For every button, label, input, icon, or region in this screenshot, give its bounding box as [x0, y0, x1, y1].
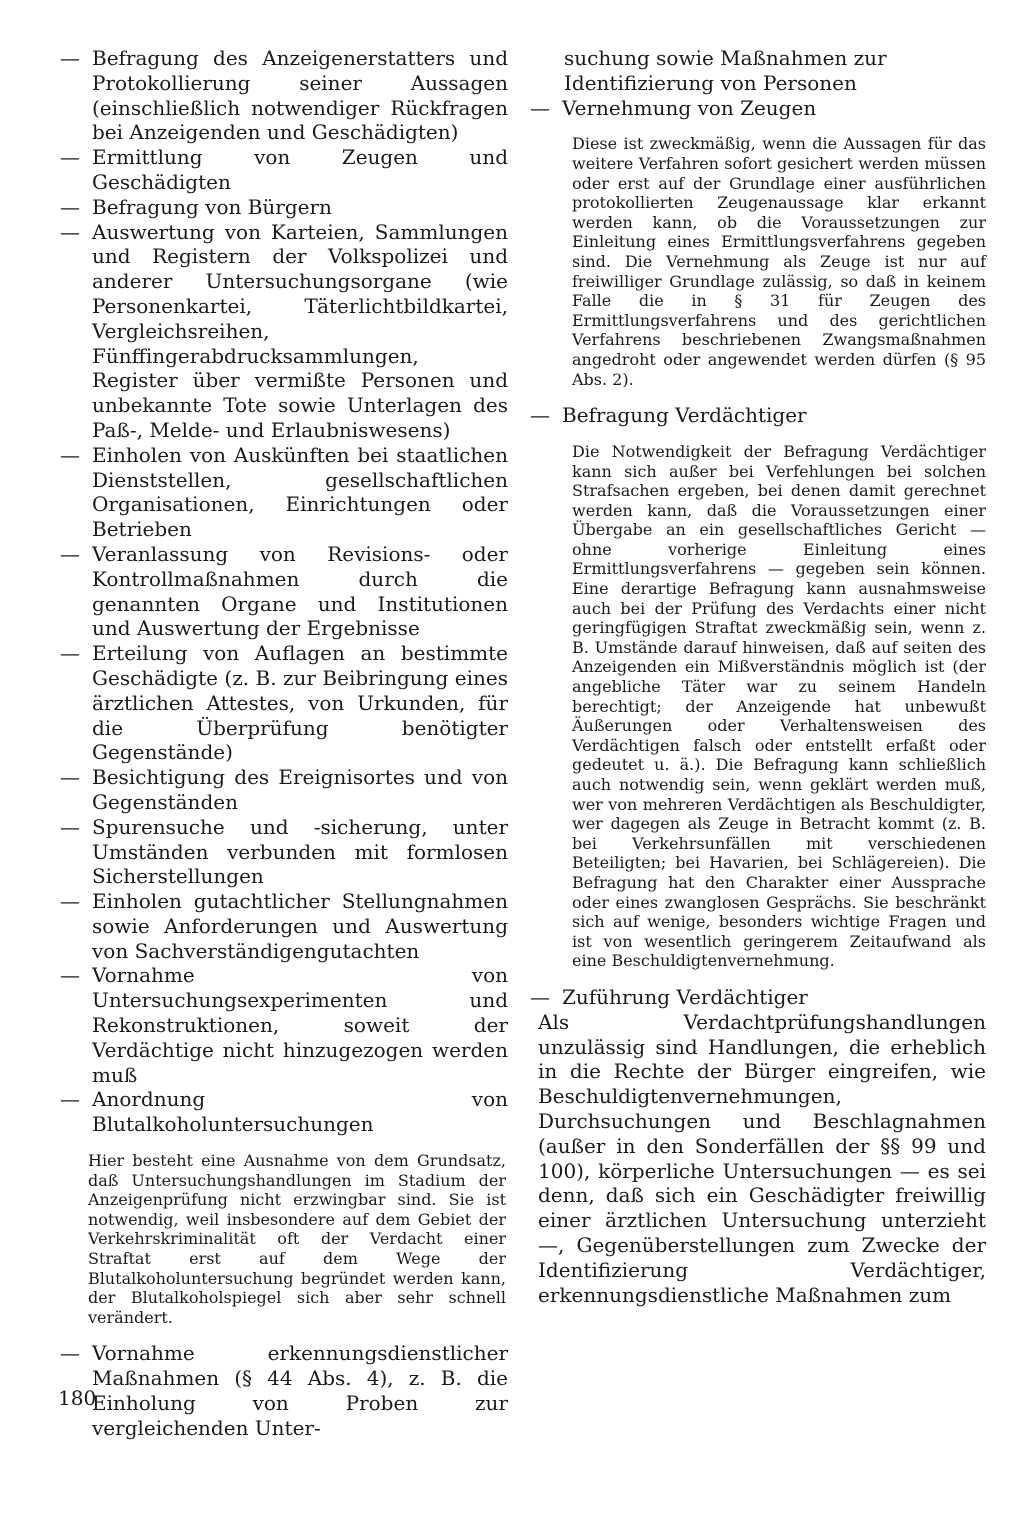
- list-item: [58, 815, 508, 889]
- list-item-text: Besichtigung des Ereignisortes und von Gegenständen: [92, 765, 508, 814]
- list-item: [58, 46, 508, 145]
- list-item: [58, 145, 508, 195]
- list-item: [58, 195, 508, 220]
- dash-marker: —: [530, 95, 550, 120]
- dash-marker: —: [60, 219, 80, 244]
- list-item-text: Erteilung von Auflagen an bestimmte Geschädigte (z. B. zur Beibringung eines ärztlichen Attestes, von Urkunden, für die Überprüfung benötigter Gegenstände): [92, 641, 508, 765]
- list-item: [528, 985, 986, 1010]
- list-item: [58, 1341, 508, 1440]
- list-item: [58, 542, 508, 641]
- dash-marker: —: [60, 194, 80, 219]
- list-item-text: Zuführung Verdächtiger: [562, 984, 808, 1009]
- note-suspect-questioning: Die Notwendigkeit der Befragung Verdächtiger kann sich außer bei Verfehlungen bei solchen Strafsachen ergeben, bei denen damit gerechnet werden kann, daß die Voraussetzungen einer Übergabe an ein gesellschaftliches Gericht — ohne vorherige Einleitung eines Ermittlungsverfahrens — gegeben sein können. Eine derartige Befragung kann ausnahmsweise auch bei der Prüfung des Verdachts einer nicht geringfügigen Straftat zweckmäßig sein, wenn z. B. Umstände darauf hinweisen, daß auf seiten des Anzeigenden ein Mißverständnis möglich ist (der angebliche Täter war zu seinem Handeln berechtigt; der Anzeigende hat unbewußt Äußerungen oder Verhaltensweisen des Verdächtigen falsch oder entstellt erfaßt oder gedeutet u. ä.). Die Befragung kann schließlich auch notwendig sein, wenn geklärt werden muß, wer von mehreren Verdächtigen als Beschuldigter, wer dagegen als Zeuge in Betracht kommt (z. B. bei Verkehrsunfällen mit verschiedenen Beteiligten; bei Havarien, bei Schlägereien). Die Befragung hat den Charakter einer Aussprache oder eines zwanglosen Gesprächs. Sie beschränkt sich auf wenige, besonders wichtige Fragen und ist von wesentlich geringerem Zeitaufwand als eine Beschuldigtenvernehmung.: [572, 441, 986, 971]
- list-item-text: Vernehmung von Zeugen: [562, 95, 817, 120]
- list-item: [58, 443, 508, 542]
- dash-marker: —: [60, 46, 80, 70]
- list-item-text: Anordnung von Blutalkoholuntersuchungen: [92, 1087, 508, 1137]
- list-item-text: Ermittlung von Zeugen und Geschädigten: [92, 145, 508, 194]
- right-column: [528, 46, 986, 1307]
- list-item-text: Vornahme erkennungsdienstlicher Maßnahmen (§ 44 Abs. 4), z. B. die Einholung von Proben zur vergleichenden Unter-: [92, 1341, 508, 1440]
- dash-marker: —: [60, 541, 80, 566]
- dash-marker: —: [60, 641, 80, 666]
- list-item-text: Spurensuche und -sicherung, unter Umständen verbunden mit formlosen Sicherstellungen: [92, 814, 508, 889]
- list-item-text: Befragung des Anzeigenerstatters und Protokollierung seiner Aussagen (einschließlich notwendiger Rückfragen bei Anzeigenden und Geschädigten): [92, 46, 508, 145]
- left-column: [58, 46, 508, 1441]
- list-item: [58, 963, 508, 1087]
- dash-marker: —: [60, 1341, 80, 1366]
- list-item-text: Einholen von Auskünften bei staatlichen Dienststellen, gesellschaftlichen Organisationen, Einrichtungen oder Betrieben: [92, 442, 508, 542]
- dash-marker: —: [60, 814, 80, 839]
- list-item-text: Befragung Verdächtiger: [562, 403, 807, 428]
- list-item: [58, 641, 508, 765]
- dash-marker: —: [60, 442, 80, 467]
- list-item: [528, 403, 986, 428]
- list-item-text: Einholen gutachtlicher Stellungnahmen sowie Anforderungen und Auswertung von Sachverständigengutachten: [92, 889, 508, 963]
- dash-marker: —: [60, 1087, 80, 1112]
- dash-marker: —: [60, 889, 80, 914]
- closing-paragraph: Als Verdachtprüfungshandlungen unzulässig sind Handlungen, die erheblich in die Rechte der Bürger eingreifen, wie Beschuldigtenvernehmungen, Durchsuchungen und Beschlagnahmen (außer in den Sonderfällen der §§ 99 und 100), körperliche Untersuchungen — es sei denn, daß sich ein Geschädigter freiwillig einer ärztlichen Untersuchung unterzieht —, Gegenüberstellungen zum Zwecke der Identifizierung Verdächtiger, erkennungsdienstliche Maßnahmen zum: [538, 1009, 986, 1307]
- list-item: [58, 1087, 508, 1137]
- list-item-text: Vornahme von Untersuchungsexperimenten und Rekonstruktionen, soweit der Verdächtige nicht hinzugezogen werden muß: [92, 963, 508, 1087]
- note-witness-interview: Diese ist zweckmäßig, wenn die Aussagen für das weitere Verfahren sofort gesichert werden müssen oder erst auf der Grundlage einer ausführlichen protokollierten Zeugenaussage klar erkannt werden kann, ob die Voraussetzungen zur Einleitung eines Ermittlungsverfahrens gegeben sind. Die Vernehmung als Zeuge ist nur auf freiwilliger Grundlage zulässig, so daß in keinem Falle die in § 31 für Zeugen des Ermittlungsverfahrens und des gerichtlichen Verfahrens beschriebenen Zwangsmaßnahmen angedroht oder angewendet werden dürfen (§ 95 Abs. 2).: [572, 134, 986, 389]
- list-item: [58, 765, 508, 815]
- list-item: [528, 96, 986, 121]
- continued-text: suchung sowie Maßnahmen zur Identifizierung von Personen: [564, 46, 887, 95]
- dash-marker: —: [60, 145, 80, 170]
- dash-marker: —: [60, 963, 80, 988]
- dash-marker: —: [60, 765, 80, 790]
- list-item: [58, 220, 508, 443]
- dash-marker: —: [530, 403, 550, 428]
- note-blood-alcohol: Hier besteht eine Ausnahme von dem Grundsatz, daß Untersuchungshandlungen im Stadium der Anzeigenprüfung nicht erzwingbar sind. Sie ist notwendig, weil insbesondere auf dem Gebiet der Verkehrskriminalität oft der Verdacht einer Straftat erst auf dem Wege der Blutalkoholuntersuchung begründet werden kann, der Blutalkoholspiegel sich aber sehr schnell verändert.: [88, 1151, 506, 1327]
- list-item-text: Befragung von Bürgern: [92, 194, 332, 219]
- page-number: 180: [58, 1386, 97, 1410]
- dash-marker: —: [530, 984, 550, 1009]
- list-item-text: Veranlassung von Revisions- oder Kontrollmaßnahmen durch die genannten Organe und Institutionen und Auswertung der Ergebnisse: [92, 541, 508, 641]
- list-item: [58, 889, 508, 963]
- list-item-text: Auswertung von Karteien, Sammlungen und Registern der Volkspolizei und anderer Untersuchungsorgane (wie Personenkartei, Täterlichtbildkartei, Vergleichsreihen, Fünffingerabdrucksammlungen, Register über vermißte Personen und unbekannte Tote sowie Unterlagen des Paß-, Melde- und Erlaubniswesens): [92, 219, 508, 442]
